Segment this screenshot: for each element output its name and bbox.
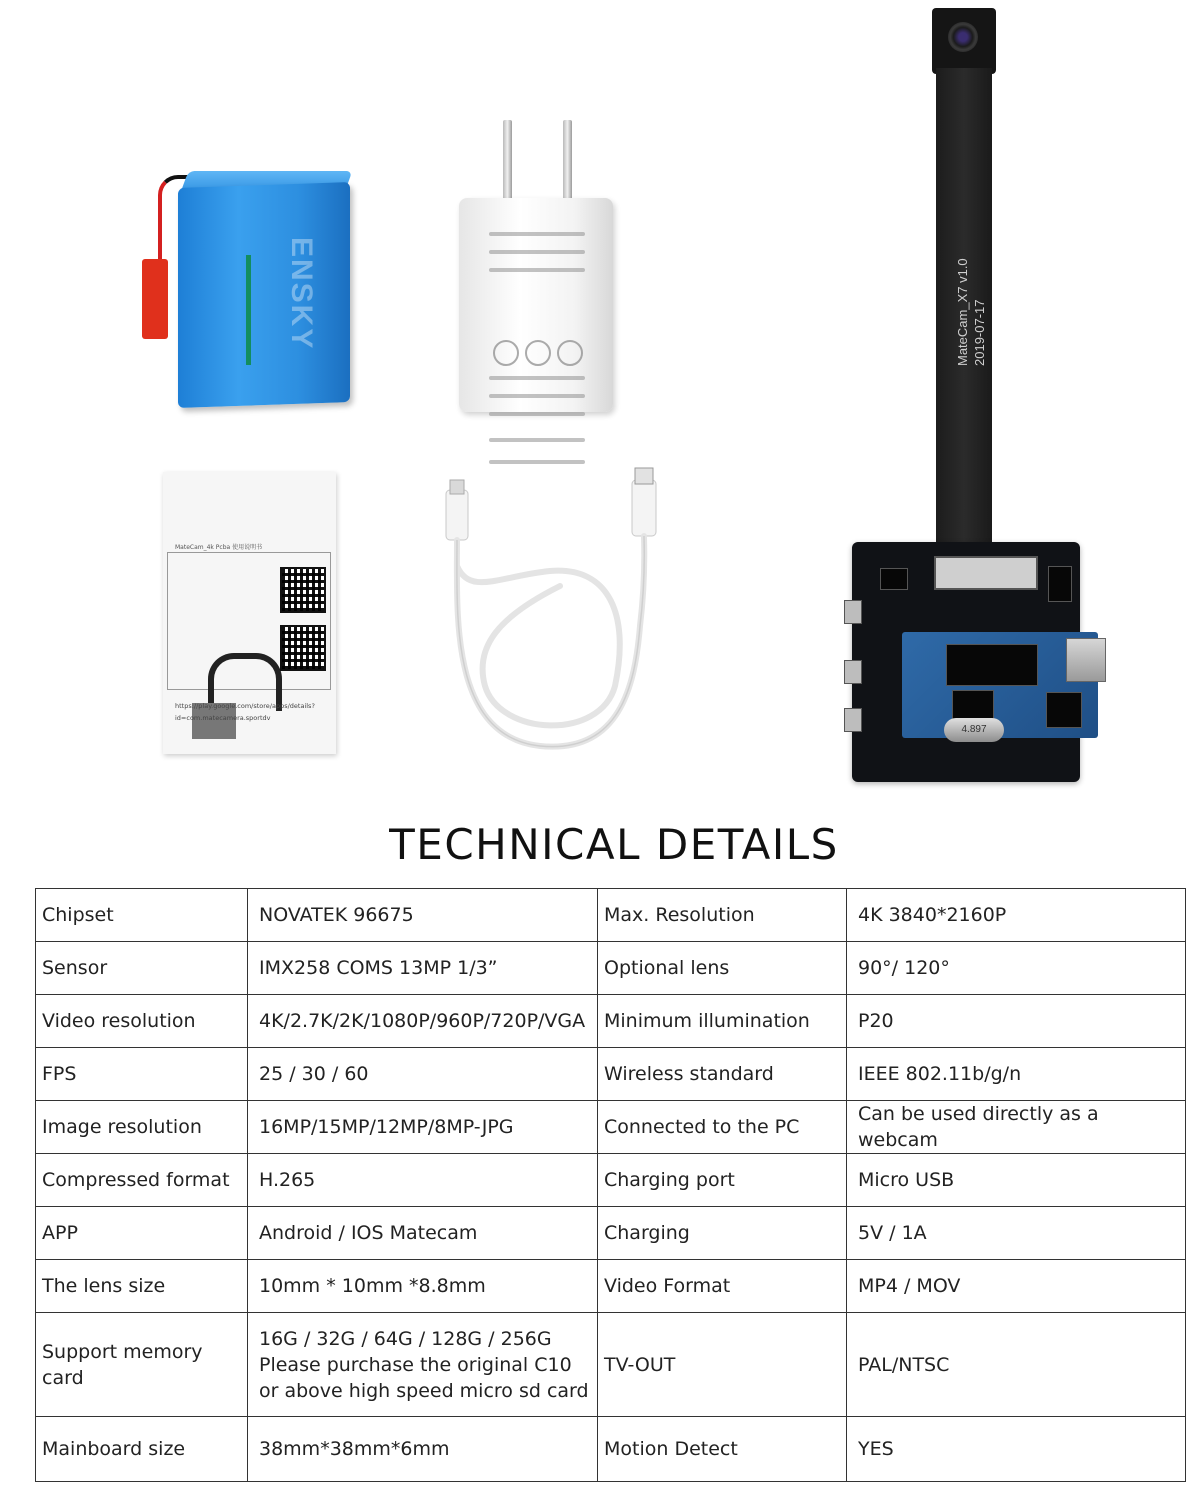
charger-print-line [489,460,585,464]
spec-label: Motion Detect [598,1417,847,1482]
flex-cable-label [954,258,988,366]
spec-label: Image resolution [36,1101,248,1154]
micro-usb-port [1066,638,1106,682]
usb-a-plug [632,480,656,536]
spec-label: Wireless standard [598,1048,847,1101]
mainboard [852,542,1080,782]
spec-value: H.265 [248,1154,598,1207]
qr-code-icon [280,567,326,613]
spec-label: Support memory card [36,1313,248,1417]
charger-print-line [489,232,585,236]
side-button [844,708,862,732]
certification-icon [557,340,583,366]
spec-value: IEEE 802.11b/g/n [847,1048,1186,1101]
flex-cable-model: MateCam_X7 v1.0 [955,258,970,366]
battery-image [140,165,360,415]
charger-image [455,120,620,420]
side-button [844,660,862,684]
spec-label: TV-OUT [598,1313,847,1417]
battery-connector [142,259,168,339]
micro-usb-plug [446,490,468,540]
charger-print-line [489,250,585,254]
spec-value: 5V / 1A [847,1207,1186,1260]
spec-value: 10mm * 10mm *8.8mm [248,1260,598,1313]
spec-row [36,1313,1186,1417]
spec-value: Android / IOS Matecam [248,1207,598,1260]
spec-label: Chipset [36,889,248,942]
battery-brand: ENSKY [285,237,318,351]
spec-label: APP [36,1207,248,1260]
lens-icon [948,22,978,52]
crystal-oscillator: 4.897 [944,718,1004,742]
manual-diagram-frame [167,552,331,690]
technical-details-title: TECHNICAL DETAILS [389,820,839,869]
spec-row [36,1260,1186,1313]
camera-head [932,8,996,74]
spec-row [36,889,1186,942]
cable-shade [457,536,644,747]
spec-label: Sensor [36,942,248,995]
board-chip [880,568,908,590]
wifi-chip [1046,692,1082,728]
manual-url: https://play.google.com/store/apps/details?id=com.matecamera.sportdv [175,702,315,722]
spec-row [36,942,1186,995]
spec-value: 38mm*38mm*6mm [248,1417,598,1482]
micro-usb-tip [450,480,464,494]
usb-cable-image [440,466,670,766]
spec-value: Can be used directly as a webcam [847,1101,1186,1154]
spec-value: Micro USB [847,1154,1186,1207]
board-chip [1048,566,1072,602]
spec-value: MP4 / MOV [847,1260,1186,1313]
charger-print-line [489,376,585,380]
spec-value: 90°/ 120° [847,942,1186,995]
spec-row [36,1048,1186,1101]
charger-print-line [489,438,585,442]
spec-label: FPS [36,1048,248,1101]
spec-label: Video Format [598,1260,847,1313]
spec-label: Optional lens [598,942,847,995]
spec-value: P20 [847,995,1186,1048]
charger-prong-left [503,120,512,210]
spec-label: Mainboard size [36,1417,248,1482]
spec-table-body [36,889,1186,1482]
spec-value: PAL/NTSC [847,1313,1186,1417]
spec-label: Charging [598,1207,847,1260]
flex-cable-date: 2019-07-17 [972,299,987,366]
charger-print-line [489,394,585,398]
spec-value: 16MP/15MP/12MP/8MP-JPG [248,1101,598,1154]
wifi-chip [946,644,1038,686]
qr-code-icon [280,625,326,671]
side-button [844,600,862,624]
spec-value: 4K/2.7K/2K/1080P/960P/720P/VGA [248,995,598,1048]
spec-label: Max. Resolution [598,889,847,942]
spec-label: Minimum illumination [598,995,847,1048]
spec-row [36,1207,1186,1260]
spec-value: 4K 3840*2160P [847,889,1186,942]
spec-label: Connected to the PC [598,1101,847,1154]
charger-print-line [489,412,585,416]
spec-value: 25 / 30 / 60 [248,1048,598,1101]
charger-prong-right [563,120,572,210]
spec-label: The lens size [36,1260,248,1313]
certification-icon [525,340,551,366]
spec-value: NOVATEK 96675 [248,889,598,942]
spec-value: 16G / 32G / 64G / 128G / 256G Please purchase the original C10 or above high speed micro sd card [248,1313,598,1417]
charger-body [459,198,613,412]
spec-label: Charging port [598,1154,847,1207]
spec-row [36,1154,1186,1207]
manual-image [163,472,336,754]
spec-row [36,995,1186,1048]
battery-stripe [246,255,251,365]
charger-print-line [489,268,585,272]
certification-icon [493,340,519,366]
usb-a-tip [635,468,653,484]
camera-module-image [828,8,1098,783]
spec-row [36,1101,1186,1154]
spec-row [36,1417,1186,1482]
spec-value: YES [847,1417,1186,1482]
spec-label: Compressed format [36,1154,248,1207]
board-connector [934,556,1038,590]
spec-value: IMX258 COMS 13MP 1/3” [248,942,598,995]
manual-heading: MateCam_4k Pcba 使用说明书 [175,544,263,551]
spec-label: Video resolution [36,995,248,1048]
spec-table [35,888,1186,1482]
